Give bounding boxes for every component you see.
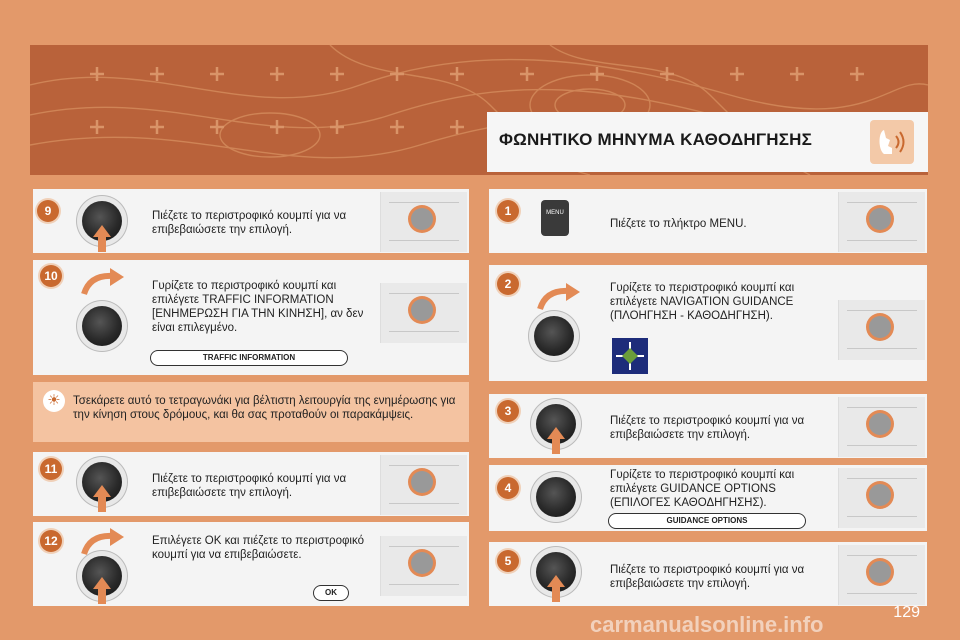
page-number: 129	[893, 604, 920, 621]
rotate-arrow-icon	[536, 283, 582, 313]
menu-key-icon	[541, 200, 569, 236]
radio-unit-icon	[838, 545, 925, 605]
sun-tip-icon: ☀	[43, 390, 65, 412]
rotary-knob-icon	[82, 306, 122, 346]
step-number-12: 12	[40, 530, 62, 552]
guidance-options-pill: GUIDANCE OPTIONS	[608, 513, 806, 529]
rotate-arrow-icon	[80, 268, 126, 298]
step-number-4: 4	[497, 477, 519, 499]
push-arrow-icon	[552, 438, 560, 454]
step-number-10: 10	[40, 265, 62, 287]
push-arrow-icon	[98, 588, 106, 604]
tip-box	[33, 382, 469, 442]
menu-key-label: MENU	[546, 210, 564, 216]
push-arrow-icon	[98, 496, 106, 512]
rotary-knob-icon	[536, 477, 576, 517]
step-number-5: 5	[497, 550, 519, 572]
title-box	[487, 112, 928, 172]
step-text-3: Πιέζετε το περιστροφικό κουμπί για να επιβεβαιώσετε την επιλογή.	[610, 415, 805, 441]
push-arrow-head-icon	[93, 225, 111, 237]
push-arrow-head-icon	[93, 577, 111, 589]
step-number-9: 9	[37, 200, 59, 222]
voice-speaker-icon	[870, 120, 914, 164]
ok-pill: OK	[313, 585, 349, 601]
radio-unit-icon	[380, 283, 467, 343]
radio-unit-icon	[838, 192, 925, 252]
push-arrow-icon	[98, 236, 106, 252]
radio-unit-icon	[380, 455, 467, 515]
step-text-1: Πιέζετε το πλήκτρο MENU.	[610, 218, 747, 230]
step-text-4: Γυρίζετε το περιστροφικό κουμπί και επιλέγετε GUIDANCE OPTIONS (ΕΠΙΛΟΓΕΣ ΚΑΘΟΔΗΓΗΣΗΣ).	[610, 469, 795, 509]
step-number-2: 2	[497, 273, 519, 295]
page-title: ΦΩΝΗΤΙΚΟ ΜΗΝΥΜΑ ΚΑΘΟΔΗΓΗΣΗΣ	[499, 130, 813, 149]
radio-unit-icon	[838, 397, 925, 457]
step-text-12: Επιλέγετε OK και πιέζετε το περιστροφικό κουμπί για να επιβεβαιώσετε.	[152, 535, 364, 561]
tip-text: Τσεκάρετε αυτό το τετραγωνάκι για βέλτιστη λειτουργία της ενημέρωσης για την κίνηση στους δρόμους, και θα σας προταθούν οι παρακάμψεις.	[73, 395, 456, 421]
push-arrow-head-icon	[547, 427, 565, 439]
radio-unit-icon	[380, 536, 467, 596]
push-arrow-head-icon	[93, 485, 111, 497]
rotate-arrow-icon	[80, 528, 126, 558]
watermark: carmanualsonline.info	[590, 612, 824, 637]
step-text-9: Πιέζετε το περιστροφικό κουμπί για να επιβεβαιώσετε την επιλογή.	[152, 210, 347, 236]
step-number-3: 3	[497, 400, 519, 422]
step-text-11: Πιέζετε το περιστροφικό κουμπί για να επιβεβαιώσετε την επιλογή.	[152, 473, 347, 499]
radio-unit-icon	[838, 300, 925, 360]
step-number-11: 11	[40, 458, 62, 480]
push-arrow-head-icon	[547, 575, 565, 587]
step-number-1: 1	[497, 200, 519, 222]
traffic-information-pill: TRAFFIC INFORMATION	[150, 350, 348, 366]
navigation-crosshair-icon	[612, 338, 648, 374]
rotary-knob-icon	[534, 316, 574, 356]
radio-unit-icon	[838, 468, 925, 528]
push-arrow-icon	[552, 586, 560, 602]
step-text-2: Γυρίζετε το περιστροφικό κουμπί και επιλέγετε NAVIGATION GUIDANCE (ΠΛΟΗΓΗΣΗ - ΚΑΘΟΔΗΓΗΣΗ).	[610, 282, 795, 322]
step-text-10: Γυρίζετε το περιστροφικό κουμπί και επιλέγετε TRAFFIC INFORMATION [ΕΝΗΜΕΡΩΣΗ ΓΙΑ ΤΗΝ ΚΙΝΗΣΗ], αν δεν είναι επιλεγμένο.	[152, 280, 364, 334]
step-text-5: Πιέζετε το περιστροφικό κουμπί για να επιβεβαιώσετε την επιλογή.	[610, 564, 805, 590]
radio-unit-icon	[380, 192, 467, 252]
